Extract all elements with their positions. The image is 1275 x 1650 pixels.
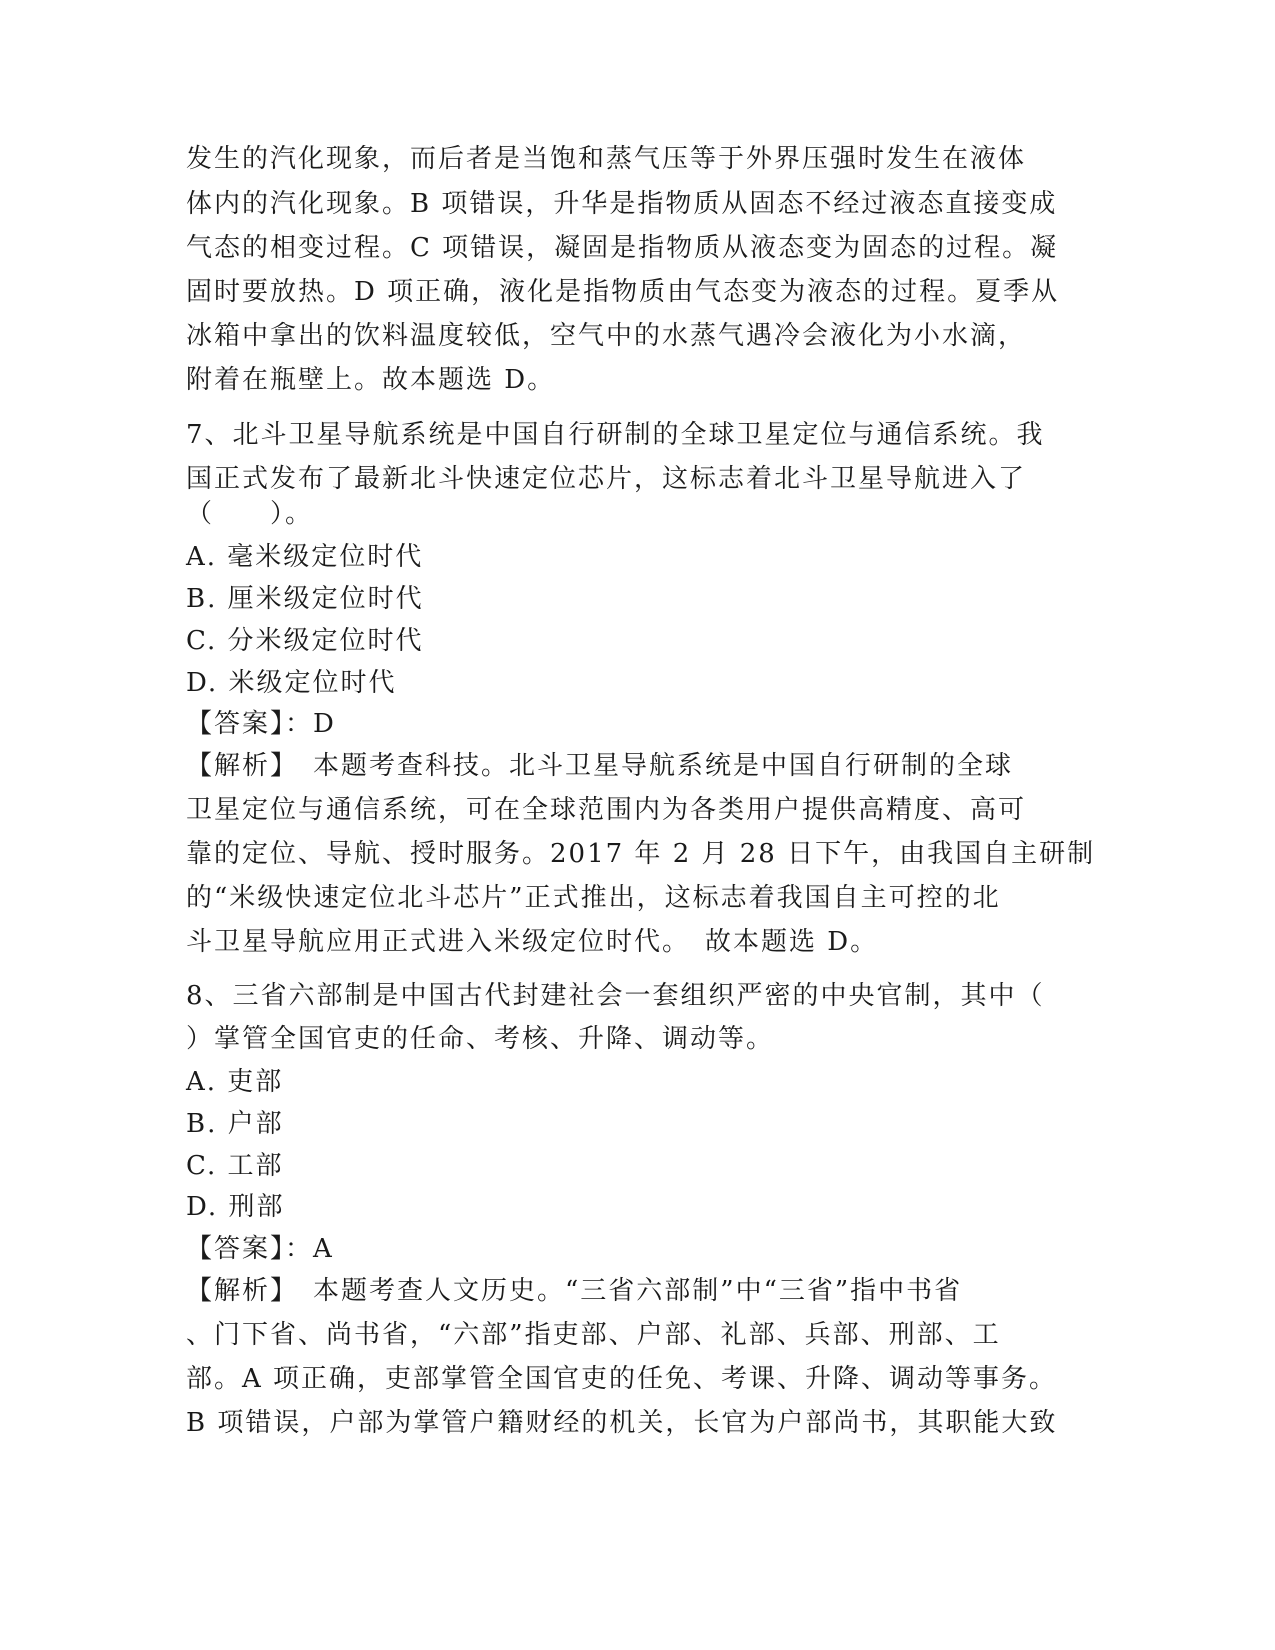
explanation-6-line-5: 冰箱中拿出的饮料温度较低，空气中的水蒸气遇冷会液化为小水滴，: [186, 321, 1027, 351]
question-7-explanation-line-4: 的“米级快速定位北斗芯片”正式推出，这标志着我国自主可控的北: [186, 883, 1001, 913]
question-7-explanation-line-3: 靠的定位、导航、授时服务。2017 年 2 月 28 日下午，由我国自主研制: [186, 839, 1096, 869]
question-8-line-2: ）掌管全国官吏的任命、考核、升降、调动等。: [186, 1024, 775, 1054]
question-7-explanation-line-2: 卫星定位与通信系统，可在全球范围内为各类用户提供高精度、高可: [186, 795, 1027, 825]
question-7-line-1: 7、北斗卫星导航系统是中国自行研制的全球卫星定位与通信系统。我: [186, 420, 1045, 450]
question-8-explanation-line-3: 部。A 项正确，吏部掌管全国官吏的任免、考课、升降、调动等事务。: [186, 1364, 1058, 1394]
question-8-option-d: D. 刑部: [186, 1192, 285, 1222]
question-7-explanation-line-1: 【解析】 本题考查科技。北斗卫星导航系统是中国自行研制的全球: [186, 751, 1014, 781]
question-8-option-a: A. 吏部: [186, 1067, 284, 1097]
question-7-option-d: D. 米级定位时代: [186, 668, 397, 698]
question-8-line-1: 8、三省六部制是中国古代封建社会一套组织严密的中央官制，其中（: [186, 981, 1045, 1011]
question-7-line-2: 国正式发布了最新北斗快速定位芯片，这标志着北斗卫星导航进入了: [186, 464, 1027, 494]
question-8-explanation-line-4: B 项错误，户部为掌管户籍财经的机关，长官为户部尚书，其职能大致: [186, 1408, 1058, 1438]
explanation-6-line-2: 体内的汽化现象。B 项错误，升华是指物质从固态不经过液态直接变成: [186, 189, 1058, 219]
explanation-6-line-4: 固时要放热。D 项正确，液化是指物质由气态变为液态的过程。夏季从: [186, 277, 1060, 307]
question-7-explanation-line-5: 斗卫星导航应用正式进入米级定位时代。 故本题选 D。: [186, 927, 879, 957]
question-7-answer: 【答案】：D: [186, 709, 336, 739]
question-7-blank: （ ）。: [186, 499, 314, 529]
question-8-explanation-line-2: 、门下省、尚书省，“六部”指吏部、户部、礼部、兵部、刑部、工: [186, 1320, 1001, 1350]
question-7-option-b: B. 厘米级定位时代: [186, 584, 424, 614]
question-7-option-a: A. 毫米级定位时代: [186, 542, 424, 572]
question-8-answer: 【答案】：A: [186, 1234, 334, 1264]
question-8-explanation-line-1: 【解析】 本题考查人文历史。“三省六部制”中“三省”指中书省: [186, 1276, 963, 1306]
question-8-option-b: B. 户部: [186, 1109, 284, 1139]
question-7-option-c: C. 分米级定位时代: [186, 626, 424, 656]
explanation-6-line-3: 气态的相变过程。C 项错误，凝固是指物质从液态变为固态的过程。凝: [186, 233, 1059, 263]
explanation-6-line-1: 发生的汽化现象，而后者是当饱和蒸气压等于外界压强时发生在液体: [186, 144, 1027, 174]
question-8-option-c: C. 工部: [186, 1151, 284, 1181]
explanation-6-line-6: 附着在瓶壁上。故本题选 D。: [186, 365, 556, 395]
